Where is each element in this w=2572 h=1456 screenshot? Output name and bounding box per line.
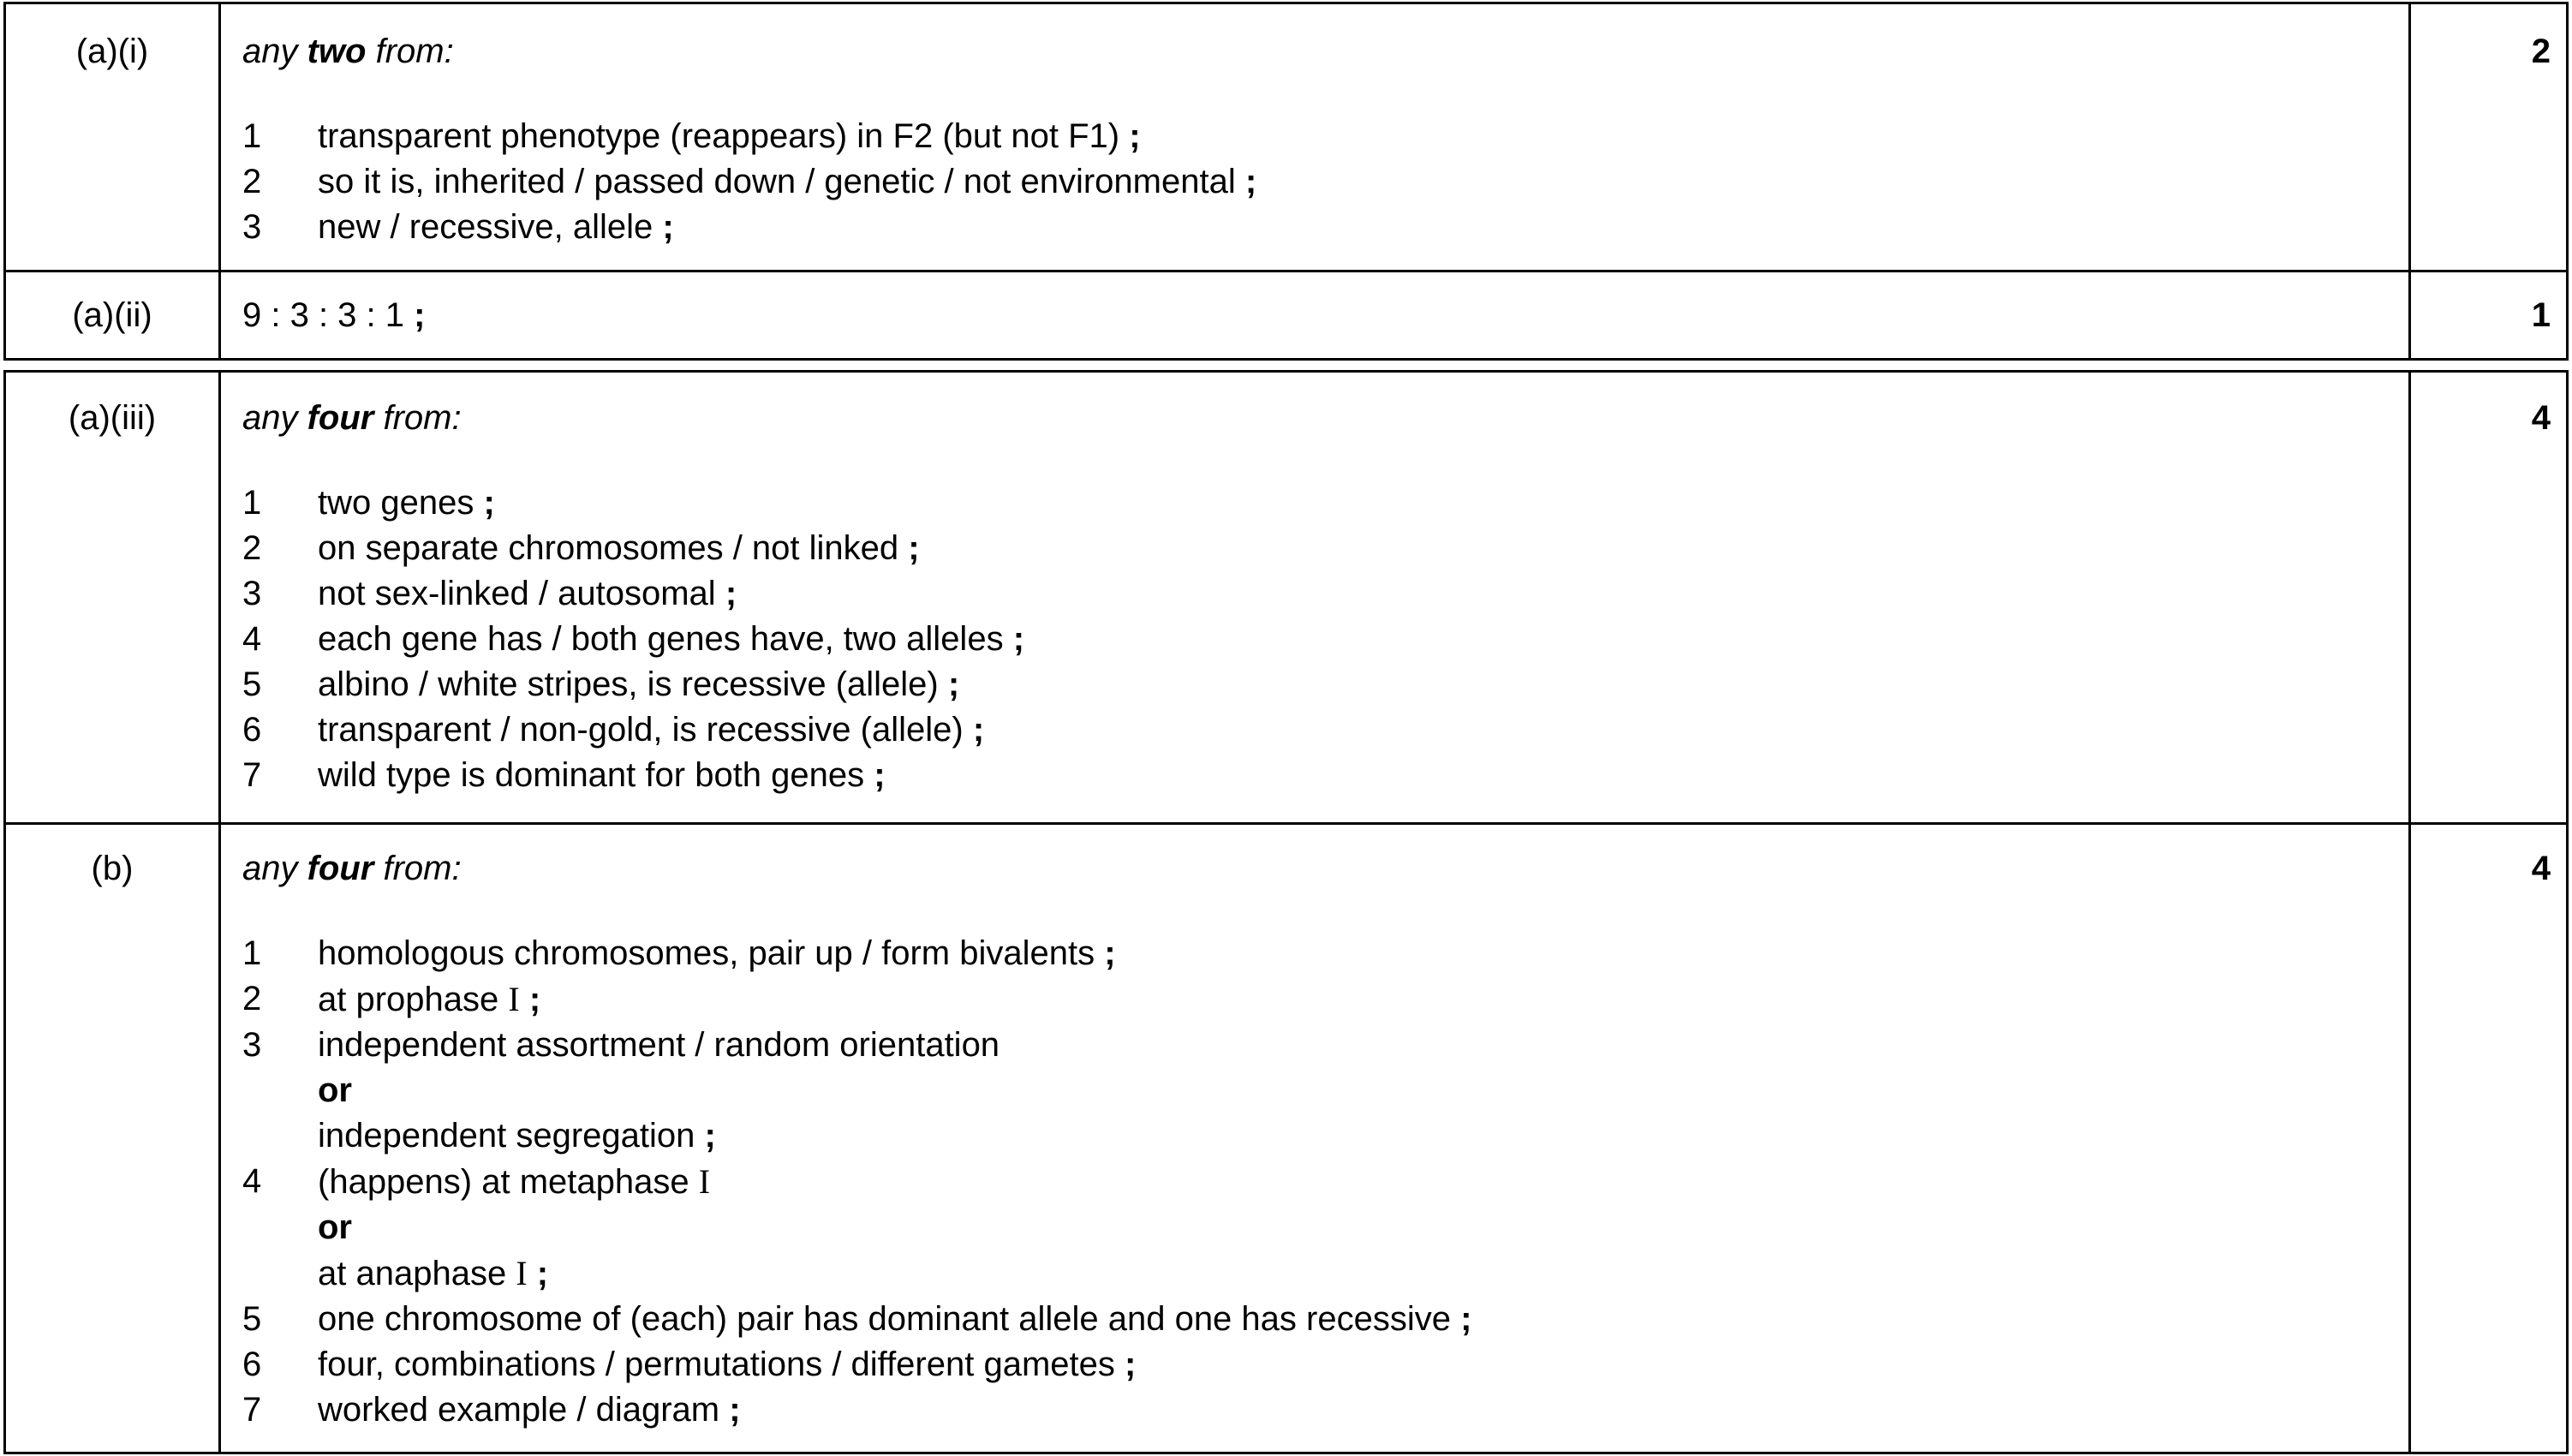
question-number: (b) (91, 850, 134, 887)
marking-point: 2 on separate chromosomes / not linked ; (242, 529, 920, 567)
answer-cell (242, 398, 2386, 798)
marking-points (242, 931, 2386, 1433)
marking-point-alternative: independent segregation ; (318, 1117, 716, 1155)
answer-lead: any four from: (242, 399, 462, 437)
or-connector: or (318, 1071, 352, 1109)
marking-point: 7 wild type is dominant for both genes ; (242, 756, 886, 794)
marking-point: 6 four, combinations / permutations / different gametes ; (242, 1346, 1137, 1383)
marks-value: 4 (2531, 399, 2551, 437)
marking-point: 1 transparent phenotype (reappears) in F2 (but not F1) ; (242, 117, 1141, 155)
answer-lead: any two from: (242, 33, 454, 70)
column-divider (218, 373, 221, 822)
column-divider (2408, 4, 2411, 270)
marking-point-alternative: at anaphase I ; (318, 1254, 549, 1292)
question-number: (a)(i) (75, 33, 149, 70)
answer-cell (242, 32, 2386, 250)
marking-point: 5 albino / white stripes, is recessive (allele) ; (242, 665, 960, 703)
question-number: (a)(iii) (68, 399, 157, 437)
marking-point: 3 new / recessive, allele ; (242, 208, 674, 246)
or-connector: or (318, 1208, 352, 1246)
marking-point: 3 independent assortment / random orientation (242, 1026, 1000, 1064)
row-a-i (3, 2, 2569, 272)
column-divider (2408, 825, 2411, 1452)
marking-point: 1 two genes ; (242, 484, 495, 522)
answer-lead: any four from: (242, 850, 462, 887)
marking-point: 2 at prophase I ; (242, 980, 541, 1018)
marks-value: 4 (2531, 850, 2551, 887)
marking-point: 7 worked example / diagram ; (242, 1391, 741, 1429)
row-a-ii (3, 270, 2569, 361)
marking-point: 1 homologous chromosomes, pair up / form bivalents ; (242, 934, 1116, 972)
marking-point: 4 each gene has / both genes have, two alleles ; (242, 620, 1025, 658)
answer-cell: 9 : 3 : 3 : 1 ; (242, 296, 426, 334)
marking-point: 3 not sex-linked / autosomal ; (242, 575, 737, 612)
column-divider (218, 4, 221, 270)
marking-point: 5 one chromosome of (each) pair has dominant allele and one has recessive ; (242, 1300, 1472, 1338)
marking-point: 2 so it is, inherited / passed down / genetic / not environmental ; (242, 163, 1257, 200)
row-a-iii (3, 370, 2569, 825)
marking-points (242, 114, 2386, 250)
column-divider (2408, 272, 2411, 358)
column-divider (2408, 373, 2411, 822)
row-b (3, 822, 2569, 1454)
question-number: (a)(ii) (72, 296, 152, 334)
answer-cell (242, 849, 2386, 1433)
column-divider (218, 825, 221, 1452)
marking-point: 6 transparent / non-gold, is recessive (allele) ; (242, 711, 985, 749)
marks-value: 2 (2531, 33, 2551, 70)
column-divider (218, 272, 221, 358)
marking-point: 4 (happens) at metaphase I (242, 1162, 711, 1201)
marking-points (242, 480, 2386, 798)
marks-value: 1 (2531, 296, 2551, 334)
